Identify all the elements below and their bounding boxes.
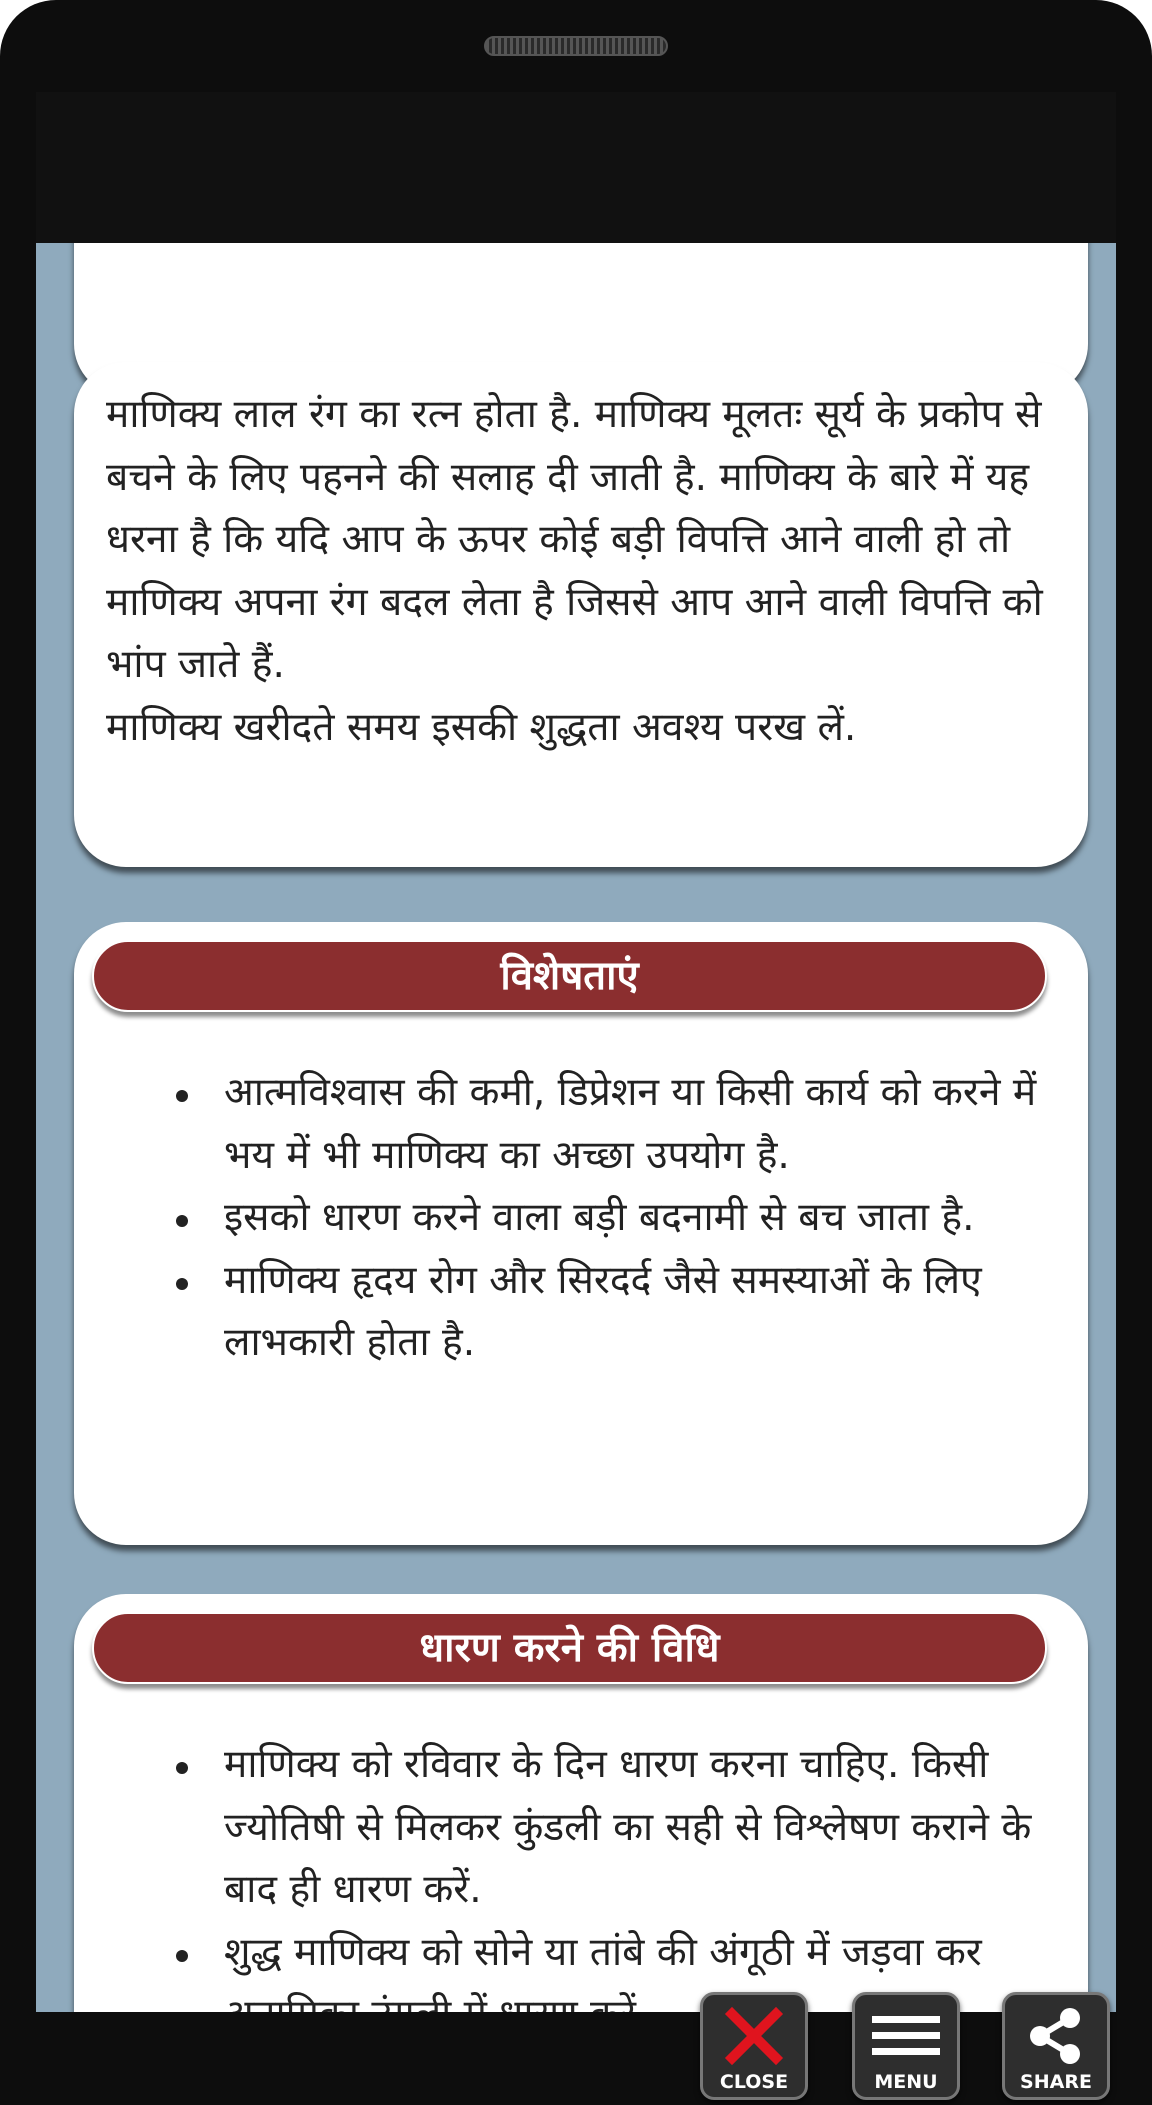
features-card xyxy=(74,922,1088,1545)
share-button[interactable] xyxy=(1002,1992,1110,2100)
intro-paragraph: माणिक्य खरीदते समय इसकी शुद्धता अवश्य परख लें. xyxy=(106,704,857,750)
share-label: SHARE xyxy=(1020,2071,1092,2093)
features-list xyxy=(224,1062,1064,1375)
bottom-bezel xyxy=(0,2012,1152,2105)
intro-text xyxy=(106,384,1066,759)
list-item: माणिक्य हृदय रोग और सिरदर्द जैसे समस्याओं के लिए लाभकारी होता है. xyxy=(224,1250,1064,1375)
close-label: CLOSE xyxy=(719,2071,789,2093)
intro-card xyxy=(74,362,1088,867)
list-item: माणिक्य को रविवार के दिन धारण करना चाहिए. किसी ज्योतिषी से मिलकर कुंडली का सही से विश्लेषण कराने के बाद ही धारण करें. xyxy=(224,1734,1064,1922)
close-icon xyxy=(703,2003,805,2069)
menu-label: MENU xyxy=(874,2071,938,2093)
share-icon xyxy=(1005,2003,1107,2069)
list-item: आत्मविश्वास की कमी, डिप्रेशन या किसी कार्य को करने में भय में भी माणिक्य का अच्छा उपयोग है. xyxy=(224,1062,1064,1187)
list-item: शुद्ध माणिक्य को सोने या तांबे की अंगूठी में जड़वा कर xyxy=(224,1922,1064,2047)
phone-speaker xyxy=(484,36,668,56)
list-item: इसको धारण करने वाला बड़ी बदनामी से बच जाता है. xyxy=(224,1187,1064,1250)
features-heading: विशेषताएं xyxy=(92,940,1047,1012)
menu-icon xyxy=(855,2003,957,2069)
menu-button[interactable] xyxy=(852,1992,960,2100)
method-heading: धारण करने की विधि xyxy=(92,1612,1047,1684)
app-screen xyxy=(36,92,1116,2093)
top-bar xyxy=(36,92,1116,243)
intro-paragraph: माणिक्य लाल रंग का रत्न होता है. माणिक्य मूलतः सूर्य के प्रकोप से बचने के लिए पहनने की सलाह दी जाती है. माणिक्य के बारे में यह धरना है कि यदि आप के ऊपर कोई बड़ी विपत्ति आने वाली हो तो माणिक्य अपना रंग बदल लेता है जिससे आप आने वाली विपत्ति को भांप जाते हैं. xyxy=(106,392,1043,687)
close-button[interactable] xyxy=(700,1992,808,2100)
